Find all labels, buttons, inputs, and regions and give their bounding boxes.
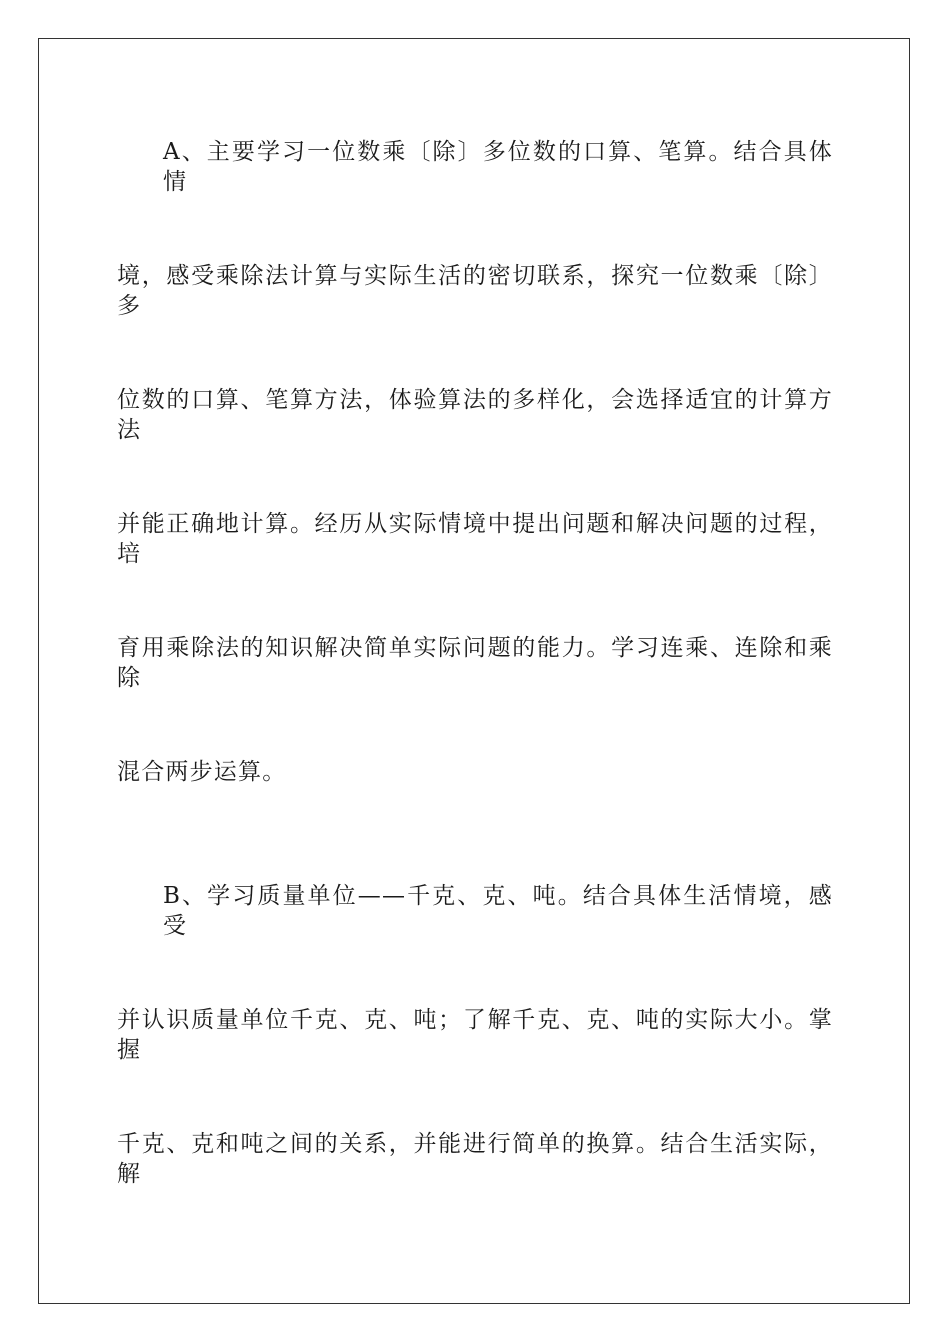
text-line: 育用乘除法的知识解决简单实际问题的能力。学习连乘、连除和乘除 (117, 635, 833, 691)
text-line: 位数的口算、笔算方法，体验算法的多样化，会选择适宜的计算方法 (117, 387, 833, 443)
text-line: 并能正确地计算。经历从实际情境中提出问题和解决问题的过程，培 (117, 511, 833, 567)
text-line: 境，感受乘除法计算与实际生活的密切联系，探究一位数乘〔除〕多 (117, 263, 833, 319)
text-line: 混合两步运算。 (117, 759, 287, 785)
text-line: B、学习质量单位——千克、克、吨。结合具体生活情境，感受 (163, 883, 833, 939)
text-line: 千克、克和吨之间的关系，并能进行简单的换算。结合生活实际，解 (117, 1131, 833, 1187)
text-line: 并认识质量单位千克、克、吨；了解千克、克、吨的实际大小。掌握 (117, 1007, 833, 1063)
text-line: A、主要学习一位数乘〔除〕多位数的口算、笔算。结合具体情 (163, 139, 833, 195)
